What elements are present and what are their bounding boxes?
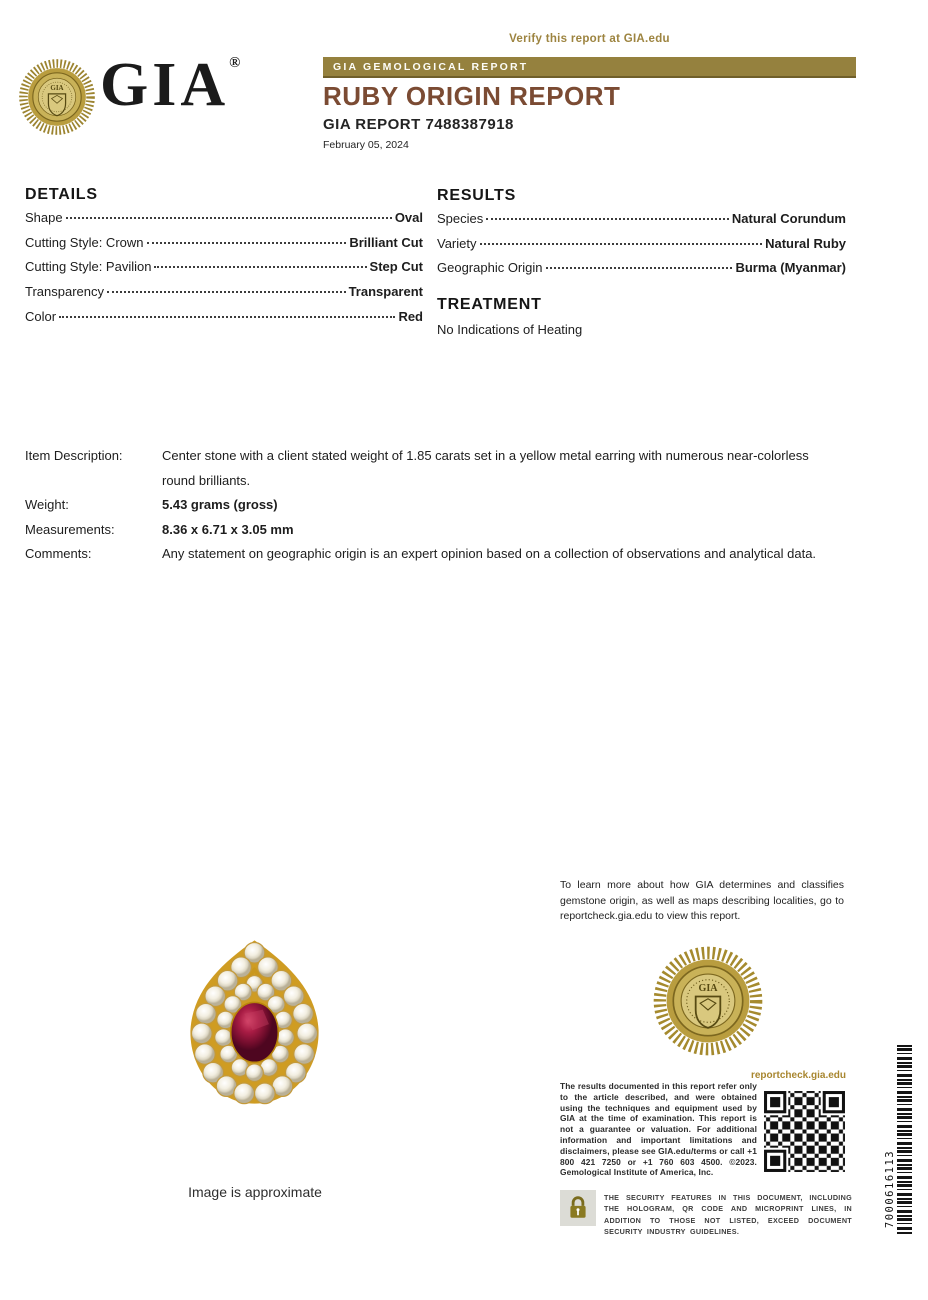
result-label: Species [437,211,484,226]
result-row-species [437,211,846,236]
image-approximate-caption: Image is approximate [188,1184,322,1200]
detail-value: Transparent [348,284,423,300]
item-description-section [25,444,839,567]
dotted-leader [107,291,346,293]
report-date: February 05, 2024 [323,139,409,151]
dotted-leader [66,217,392,219]
dotted-leader [546,267,733,269]
item-label: Measurements: [25,521,115,537]
treatment-value: No Indications of Heating [437,322,583,337]
qr-code [762,1089,847,1174]
item-value: Any statement on geographic origin is an expert opinion based on a collection of observations and analytical data. [162,546,817,561]
disclaimer-text: The results documented in this report refer only to the article described, and were obtained using the techniques and equipment used by GIA at the time of examination. This report is not a guarantee or valuation. For additional information and important limitations and disclaimers, please see GIA.edu/terms or call +1 800 421 7250 or +1 760 603 4500. ©2023. Gemological Institute of America, Inc. [560,1081,757,1178]
lock-icon [565,1195,591,1221]
item-value: 8.36 x 6.71 x 3.05 mm [162,521,294,537]
report-number: GIA REPORT 7488387918 [323,116,514,133]
svg-text:GIA: GIA [698,982,718,994]
item-row-weight [25,493,839,518]
item-label: Item Description: [25,448,123,463]
gia-gold-seal-icon [652,945,764,1057]
result-row-variety [437,236,846,261]
detail-value: Oval [394,210,423,225]
detail-label: Shape [25,210,63,225]
svg-text:GIA: GIA [50,83,64,92]
results-heading: RESULTS [437,187,517,204]
details-section [25,186,423,333]
detail-row-shape [25,210,423,235]
detail-label: Cutting Style: Pavilion [25,259,152,275]
dotted-leader [480,243,763,245]
detail-row-transparency [25,284,423,309]
reportcheck-url: reportcheck.gia.edu [750,1070,846,1081]
gia-seal-icon [18,58,96,136]
result-label: Variety [437,235,477,251]
detail-row-color [25,309,423,334]
results-section [437,187,846,285]
detail-label: Transparency [25,284,104,300]
verify-report-link: Verify this report at GIA.edu [509,33,670,45]
detail-label: Color [25,308,57,324]
gia-logotype-text: GIA [100,51,230,119]
dotted-leader [486,218,729,220]
result-value: Natural Corundum [731,211,846,226]
item-row-comments [25,542,839,567]
barcode-number: 7000616113 [884,1149,896,1229]
detail-row-pavilion [25,259,423,284]
details-heading: DETAILS [25,186,98,203]
result-label: Geographic Origin [437,260,543,276]
detail-value: Step Cut [369,259,423,275]
item-label: Weight: [25,497,69,512]
detail-value: Red [398,308,423,324]
gia-logotype [100,51,241,119]
item-value: Center stone with a client stated weight of 1.85 carats set in a yellow metal earring with numerous near-colorless round brilliants. [162,448,809,488]
treatment-section [437,296,846,337]
result-row-origin [437,260,846,285]
report-type-banner [323,57,856,78]
item-row-measurements [25,518,839,543]
result-value: Burma (Myanmar) [735,260,846,276]
barcode [897,1045,912,1235]
security-hologram-box [560,1190,596,1226]
dotted-leader [59,316,395,318]
item-row-description [25,444,839,493]
report-type-banner-label: GIA GEMOLOGICAL REPORT [333,61,529,73]
dotted-leader [154,266,366,268]
learn-more-note: To learn more about how GIA determines and classifies gemstone origin, as well as maps describing localities, go to reportcheck.gia.edu to view this report. [560,879,844,923]
security-note-text: THE SECURITY FEATURES IN THIS DOCUMENT, INCLUDING THE HOLOGRAM, QR CODE AND MICROPRINT LINES, IN ADDITION TO THOSE NOT LISTED, EXCEED DOCUMENT SECURITY INDUSTRY GUIDELINES. [604,1193,852,1237]
item-label: Comments: [25,546,92,561]
item-value: 5.43 grams (gross) [162,497,278,512]
result-value: Natural Ruby [765,235,846,251]
registered-mark: ® [229,55,241,71]
jewelry-image [182,928,327,1114]
treatment-heading: TREATMENT [437,296,542,313]
detail-value: Brilliant Cut [349,234,423,250]
dotted-leader [147,242,347,244]
report-title: RUBY ORIGIN REPORT [323,81,621,111]
detail-label: Cutting Style: Crown [25,234,144,250]
detail-row-crown [25,235,423,260]
